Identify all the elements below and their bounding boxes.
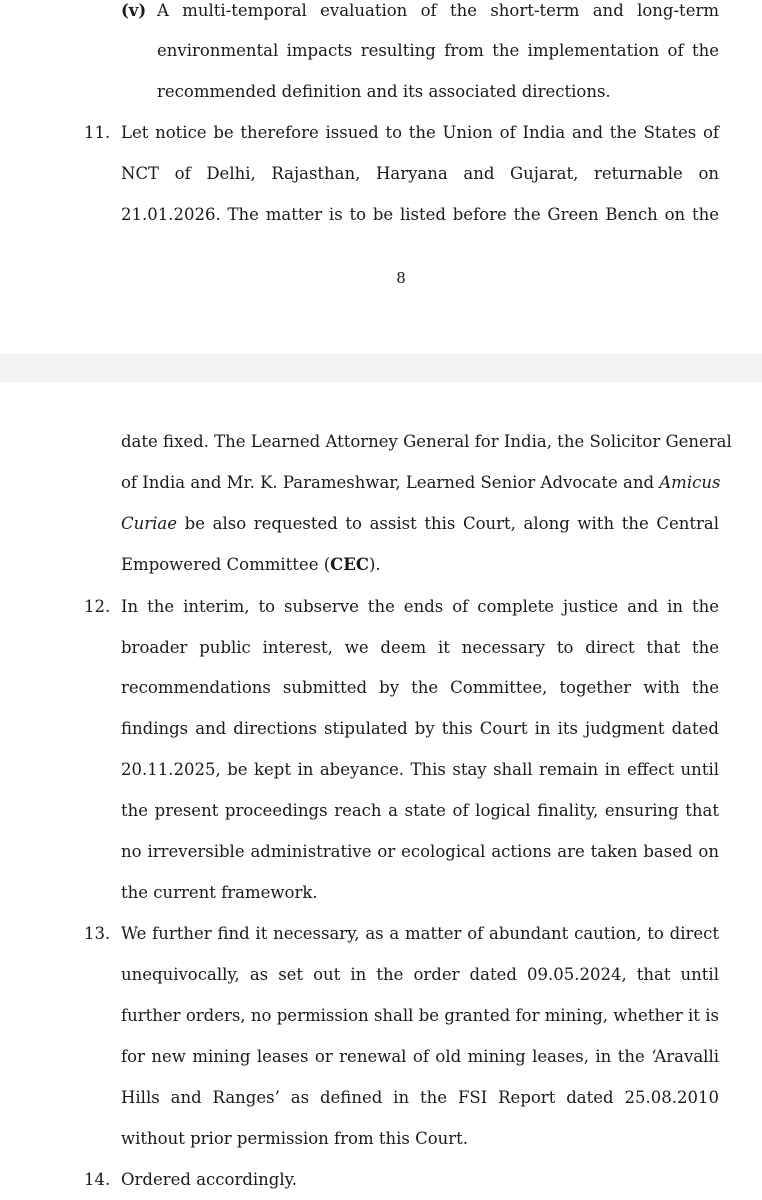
cec-suffix: ). xyxy=(368,555,381,574)
para-12-line-1: In the interim, to subserve the ends of complete justice and in the xyxy=(121,597,719,616)
item-v-line-3: recommended definition and its associated directions. xyxy=(157,82,611,101)
para-12-line-2: broader public interest, we deem it necessary to direct that the xyxy=(121,638,719,657)
item-v-label: (v) xyxy=(121,1,147,20)
para-13-line-2: unequivocally, as set out in the order dated 09.05.2024, that until xyxy=(121,965,719,984)
para-11-cont-line-1: date fixed. The Learned Attorney General for India, the Solicitor General xyxy=(121,432,732,451)
para-14-number: 14. xyxy=(84,1170,111,1189)
para-13-line-5: Hills and Ranges’ as defined in the FSI Report dated 25.08.2010 xyxy=(121,1088,719,1107)
para-11-cont-line-2 xyxy=(121,473,719,493)
amicus-italic: Amicus xyxy=(659,473,721,492)
para-11-cont-line-3-text: be also requested to assist this Court, along with the Central xyxy=(184,514,719,533)
document-page-8 xyxy=(0,0,762,354)
para-13-line-6: without prior permission from this Court. xyxy=(121,1129,469,1148)
para-14-text: Ordered accordingly. xyxy=(121,1170,298,1189)
para-12-number: 12. xyxy=(84,597,111,616)
page-number: 8 xyxy=(396,269,406,287)
para-12-line-5: 20.11.2025, be kept in abeyance. This stay shall remain in effect until xyxy=(121,760,719,779)
para-12-line-6: the present proceedings reach a state of logical finality, ensuring that xyxy=(121,801,719,820)
para-11-line-1: Let notice be therefore issued to the Union of India and the States of xyxy=(121,123,719,142)
para-12-line-8: the current framework. xyxy=(121,883,318,902)
document-page-9 xyxy=(0,382,762,1200)
item-v-line-2: environmental impacts resulting from the implementation of the xyxy=(157,41,719,60)
para-13-line-1: We further find it necessary, as a matter of abundant caution, to direct xyxy=(121,924,719,943)
para-11-cont-line-3 xyxy=(121,514,719,534)
para-11-line-2: NCT of Delhi, Rajasthan, Haryana and Gujarat, returnable on xyxy=(121,164,719,183)
para-11-cont-line-4 xyxy=(121,555,381,575)
cec-prefix: Empowered Committee ( xyxy=(121,555,331,574)
page-separator xyxy=(0,354,762,382)
para-11-line-3: 21.01.2026. The matter is to be listed before the Green Bench on the xyxy=(121,205,719,224)
item-v-line-1: A multi-temporal evaluation of the short-term and long-term xyxy=(157,1,719,20)
para-13-number: 13. xyxy=(84,924,111,943)
para-11-number: 11. xyxy=(84,123,111,142)
curiae-italic: Curiae xyxy=(121,514,178,533)
para-13-line-4: for new mining leases or renewal of old mining leases, in the ‘Aravalli xyxy=(121,1047,719,1066)
para-12-line-7: no irreversible administrative or ecological actions are taken based on xyxy=(121,842,719,861)
para-13-line-3: further orders, no permission shall be granted for mining, whether it is xyxy=(121,1006,719,1025)
para-11-cont-line-2-text: of India and Mr. K. Parameshwar, Learned Senior Advocate and xyxy=(121,473,655,492)
para-12-line-3: recommendations submitted by the Committee, together with the xyxy=(121,678,719,697)
para-12-line-4: findings and directions stipulated by this Court in its judgment dated xyxy=(121,719,719,738)
cec-bold: CEC xyxy=(330,555,369,574)
